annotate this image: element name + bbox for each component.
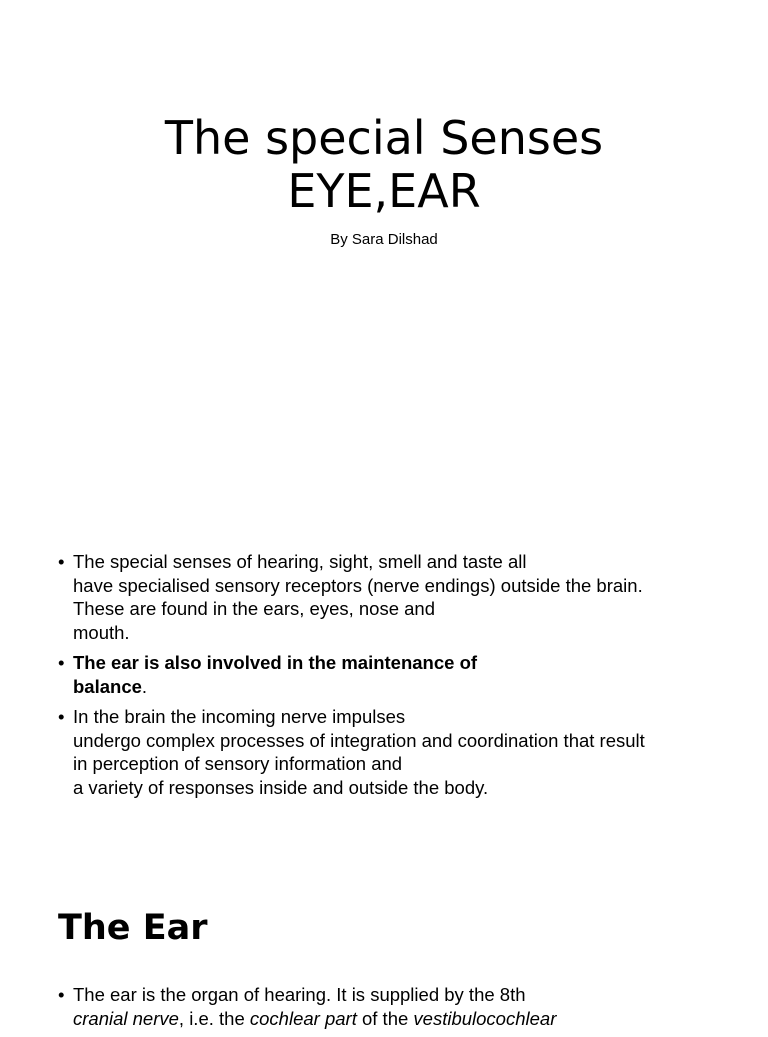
section-heading-the-ear: The Ear: [58, 908, 208, 948]
bullet-icon: •: [58, 551, 65, 572]
bullet-text-line: In the brain the incoming nerve impulses: [73, 706, 406, 727]
bullet-text-line-mixed: [73, 1007, 758, 1031]
bullet-item-ear-organ: [58, 983, 758, 1030]
bullet-text-line: have specialised sensory receptors (nerve endings) outside the brain.: [73, 574, 643, 596]
author-byline: By Sara Dilshad: [330, 231, 438, 248]
bullet-icon: •: [58, 652, 65, 673]
italic-term-cranial-nerve: cranial nerve: [73, 1007, 179, 1029]
intro-bullet-list: [58, 550, 758, 806]
bullet-bold-text: balance: [73, 675, 142, 697]
bullet-text-line: a variety of responses inside and outside the body.: [73, 776, 489, 798]
bullet-text-line: These are found in the ears, eyes, nose and: [73, 598, 436, 619]
title-line-1: The special Senses: [164, 111, 604, 165]
bullet-bold-text-line: The ear is also involved in the maintenance of: [73, 652, 478, 673]
bullet-trailing-punctuation: .: [141, 675, 148, 697]
bullet-icon: •: [58, 706, 65, 727]
bullet-text-line: in perception of sensory information and: [73, 753, 403, 774]
bullet-text-line: The special senses of hearing, sight, smell and taste all: [73, 551, 527, 572]
italic-term-cochlear-part: cochlear part: [249, 1007, 357, 1029]
bullet-text-line: mouth.: [73, 621, 130, 643]
bullet-icon: •: [58, 984, 65, 1005]
plain-text: , i.e. the: [178, 1007, 250, 1029]
title-line-2: EYE,EAR: [287, 164, 481, 218]
plain-text: of the: [356, 1007, 414, 1029]
document-title: [0, 112, 768, 218]
bullet-item-balance: [58, 651, 758, 698]
ear-bullet-list: [58, 983, 758, 1037]
bullet-text-line: The ear is the organ of hearing. It is supplied by the 8th: [73, 984, 526, 1005]
bullet-item-brain-processing: [58, 705, 758, 799]
bullet-text-line: undergo complex processes of integration and coordination that result: [73, 729, 645, 751]
italic-term-vestibulocochlear: vestibulocochlear: [413, 1007, 557, 1029]
bullet-item-special-senses: [58, 550, 758, 644]
